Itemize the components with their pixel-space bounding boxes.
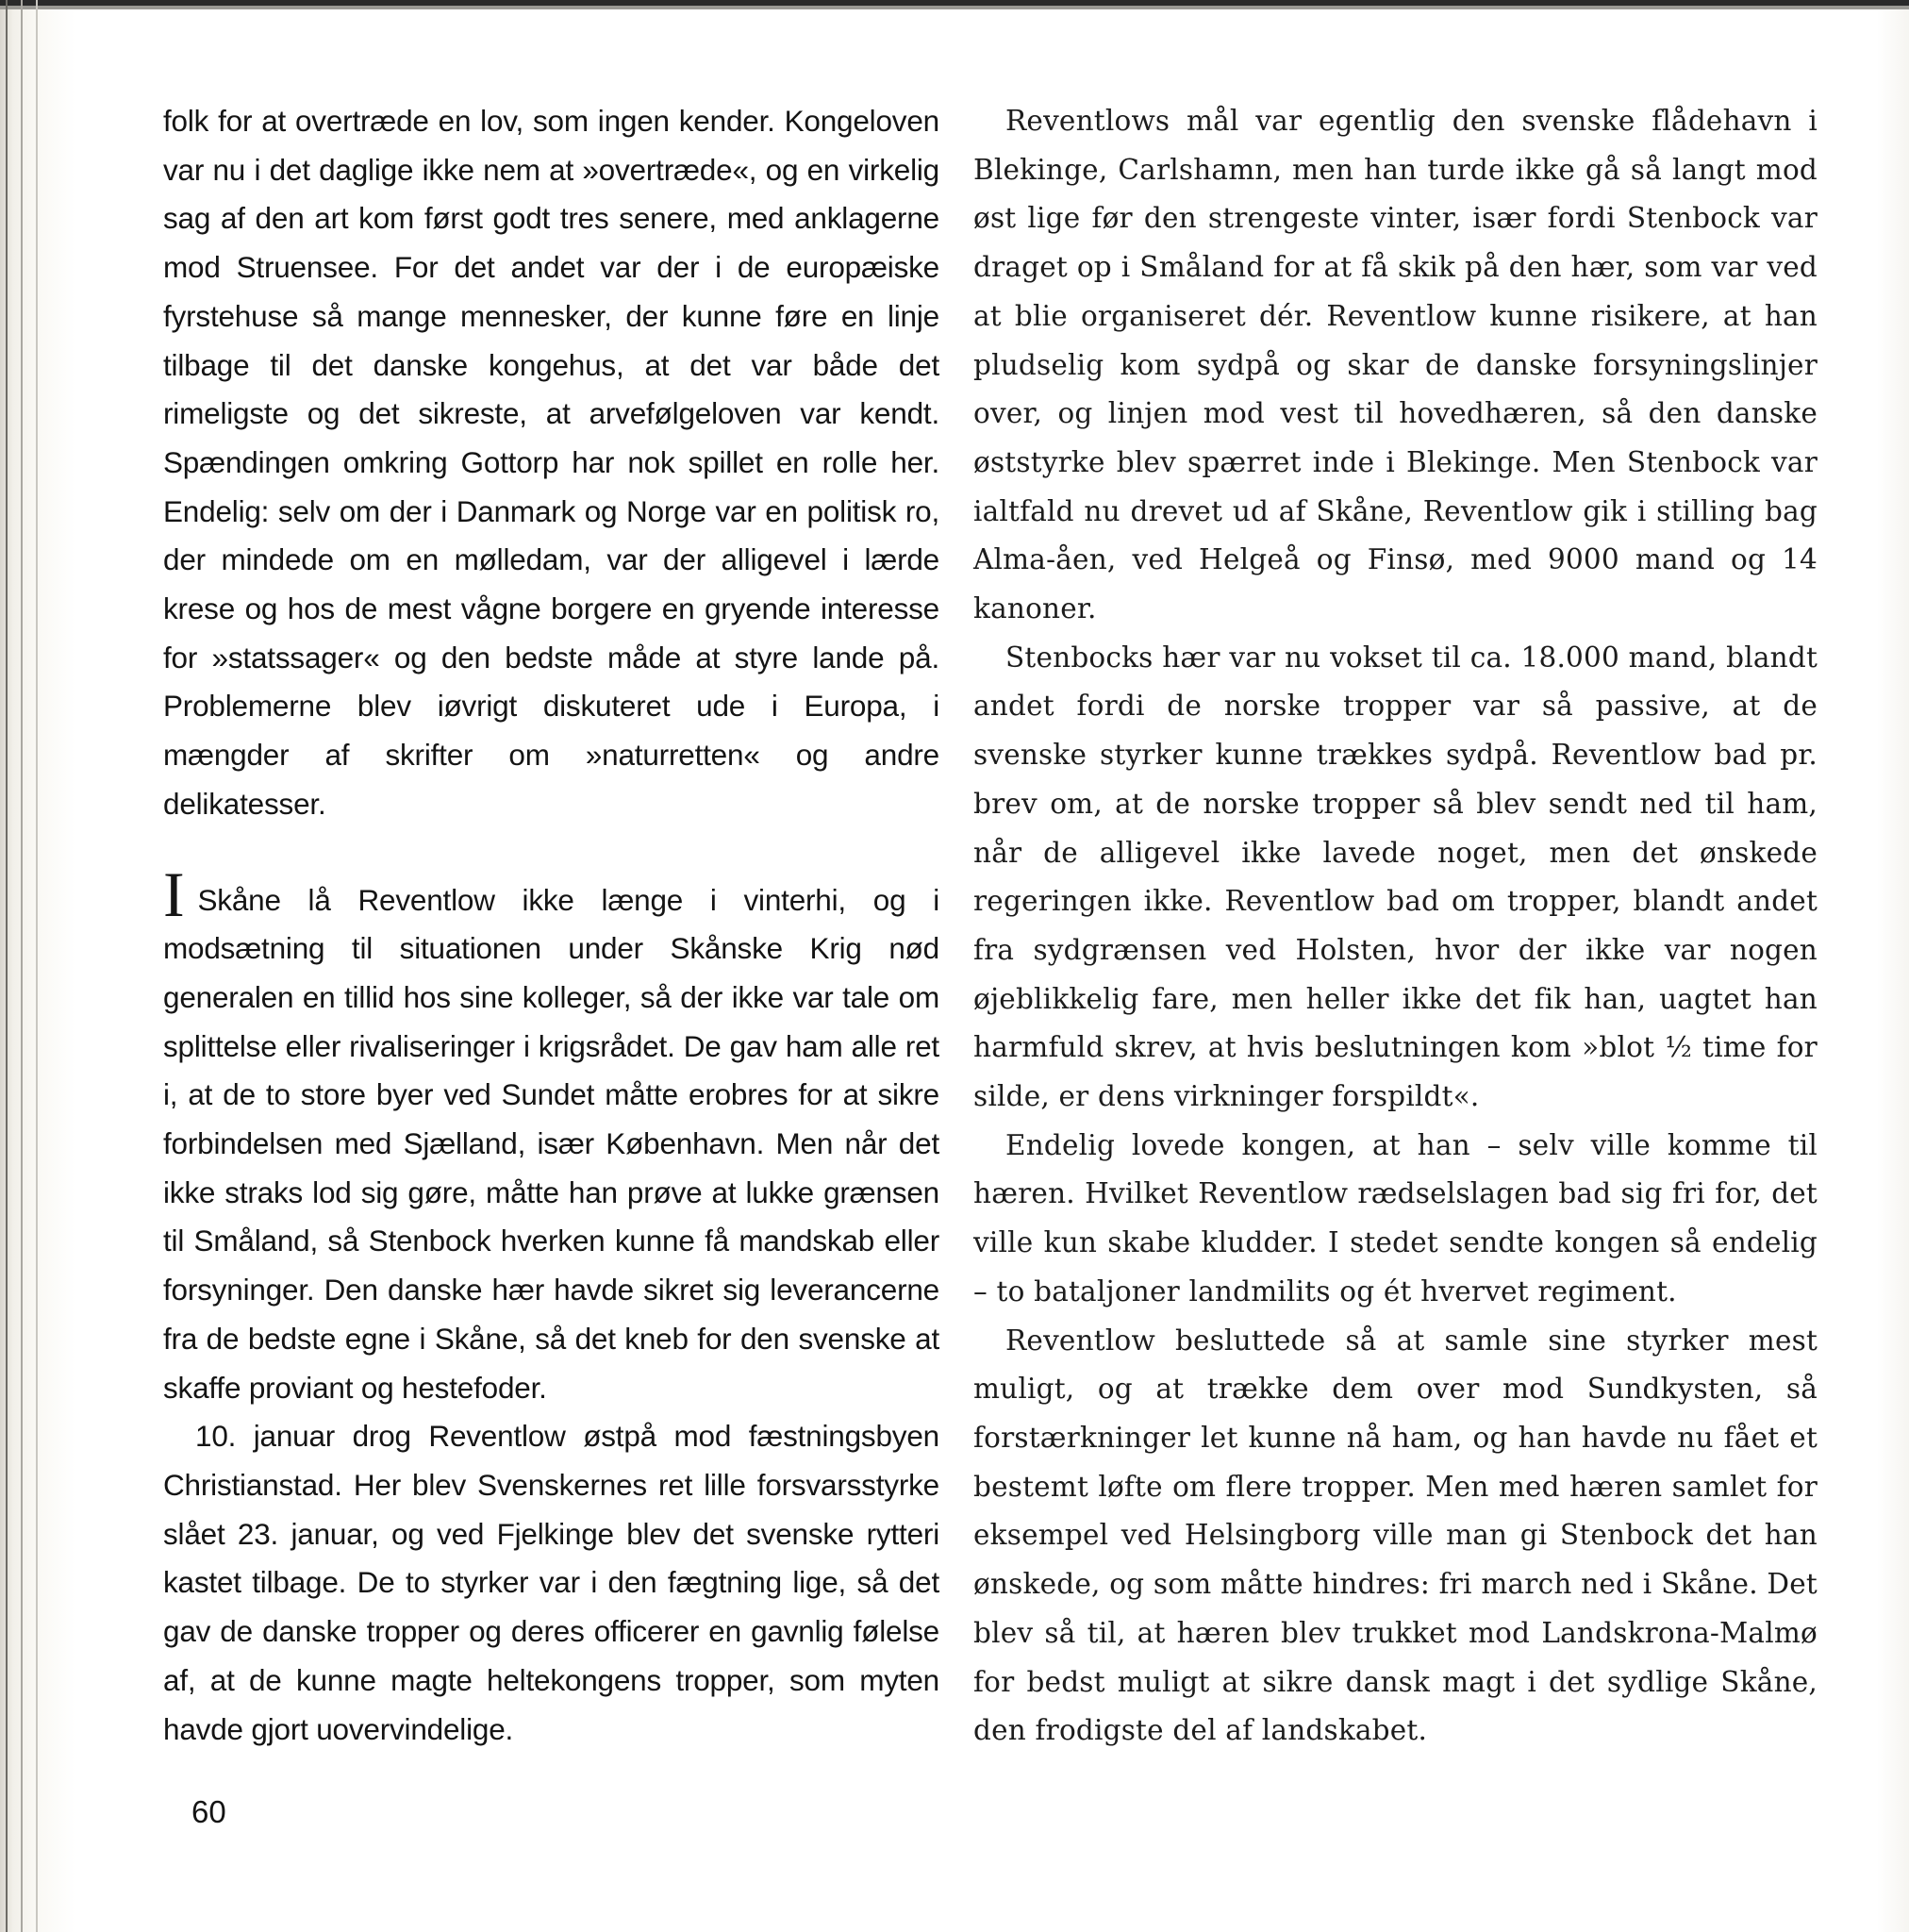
right-column (973, 97, 1818, 1756)
paragraph: Stenbocks hær var nu vokset til ca. 18.000 mand, blandt andet fordi de norske tropper var så passive, at de svenske styrker kunne trækkes sydpå. Reventlow bad pr. brev om, at de norske tropper så blev sendt ned til ham, når de alligevel ikke lavede noget, men det ønskede regeringen ikke. Reventlow bad om tropper, blandt andet fra sydgrænsen ved Holsten, hvor der ikke var nogen øjeblikkelig fare, men heller ikke det fik han, uagtet han harmfuld skrev, at hvis beslutningen kom »blot ½ time for silde, er dens virkninger forspildt«. (973, 641, 1818, 1113)
page-edge-line (21, 0, 23, 1932)
top-edge-shadow-light (0, 6, 1909, 9)
paragraph: Reventlow besluttede så at samle sine styrker mest muligt, og at trække dem over mod Sundkysten, så forstærkninger let kunne nå ham, og han havde nu fået et bestemt løfte om flere tropper. Men med hæren samlet for eksempel ved Helsingborg ville man gi Stenbock det han ønskede, og som måtte hindres: fri march ned i Skåne. Det blev så til, at hæren blev trukket mod Landskrona-Malmø for bedst muligt at sikre dansk magt i det sydlige Skåne, den frodigste del af landskabet. (973, 1324, 1818, 1747)
paragraph: Endelig lovede kongen, at han – selv ville komme til hæren. Hvilket Reventlow rædselslagen bad sig fri for, det ville kun skabe kludder. I stedet sendte kongen så endelig – to bataljoner landmilits og ét hvervet regiment. (973, 1128, 1818, 1307)
page-edge-line (36, 0, 38, 1932)
paragraph-with-dropcap (163, 858, 939, 1413)
paragraph-text: Skåne lå Reventlow ikke længe i vinterhi, og i modsætning til situationen under Skånske Krig nød generalen en tillid hos sine kolleger, så der ikke var tale om splittelse eller rivaliseringer i krigsrådet. De gav ham alle ret i, at de to store byer ved Sundet måtte erobres for at sikre forbindelsen med Sjælland, især København. Men når det ikke straks lod sig gøre, måtte han prøve at lukke grænsen til Småland, så Stenbock hverken kunne få mandskab eller forsyninger. Den danske hær havde sikret sig leverancerne fra de bedste egne i Skåne, så det kneb for den svenske at skaffe proviant og hestefoder. (163, 882, 939, 1405)
paragraph: Reventlows mål var egentlig den svenske flådehavn i Blekinge, Carlshamn, men han turde ikke gå så langt mod øst lige før den strengeste vinter, især fordi Stenbock var draget op i Småland for at få skik på den hær, som var ved at blie organiseret dér. Reventlow kunne risikere, at han pludselig kom sydpå og skar de danske forsyningslinjer over, og linjen mod vest til hovedhæren, så den danske øststyrke blev spærret inde i Blekinge. Men Stenbock var ialtfald nu drevet ud af Skåne, Reventlow gik i stilling bag Alma-åen, ved Helgeå og Finsø, med 9000 mand og 14 kanoner. (973, 105, 1818, 625)
page-edge-line (6, 0, 8, 1932)
paragraph: folk for at overtræde en lov, som ingen kender. Kongeloven var nu i det daglige ikke nem at »overtræde«, og en virkelig sag af den art kom først godt tres senere, med anklagerne mod Struensee. For det andet var der i de europæiske fyrstehuse så mange mennesker, der kunne føre en linje tilbage til det danske kongehus, at det var både det rimeligste og det sikreste, at arvefølgeloven var kendt. Spændingen omkring Gottorp har nok spillet en rolle her. Endelig: selv om der i Danmark og Norge var en politisk ro, der mindede om en mølledam, var der alligevel i lærde krese og hos de mest vågne borgere en gryende interesse for »statssager« og den bedste måde at styre lande på. Problemerne blev iøvrigt diskuteret ude i Europa, i mængder af skrifter om »naturretten« og andre delikatesser. (163, 104, 939, 821)
drop-cap: I (163, 858, 185, 930)
left-column (163, 97, 939, 1754)
page-number: 60 (191, 1794, 226, 1829)
paragraph: 10. januar drog Reventlow østpå mod fæstningsbyen Christianstad. Her blev Svenskernes ret lille forsvarsstyrke slået 23. januar, og ved Fjelkinge blev det svenske rytteri kastet tilbage. De to styrker var i den fægtning lige, så det gav de danske tropper og deres officerer en gavnlig følelse af, at de kunne magte heltekongens tropper, som myten havde gjort uovervindelige. (163, 1419, 939, 1746)
